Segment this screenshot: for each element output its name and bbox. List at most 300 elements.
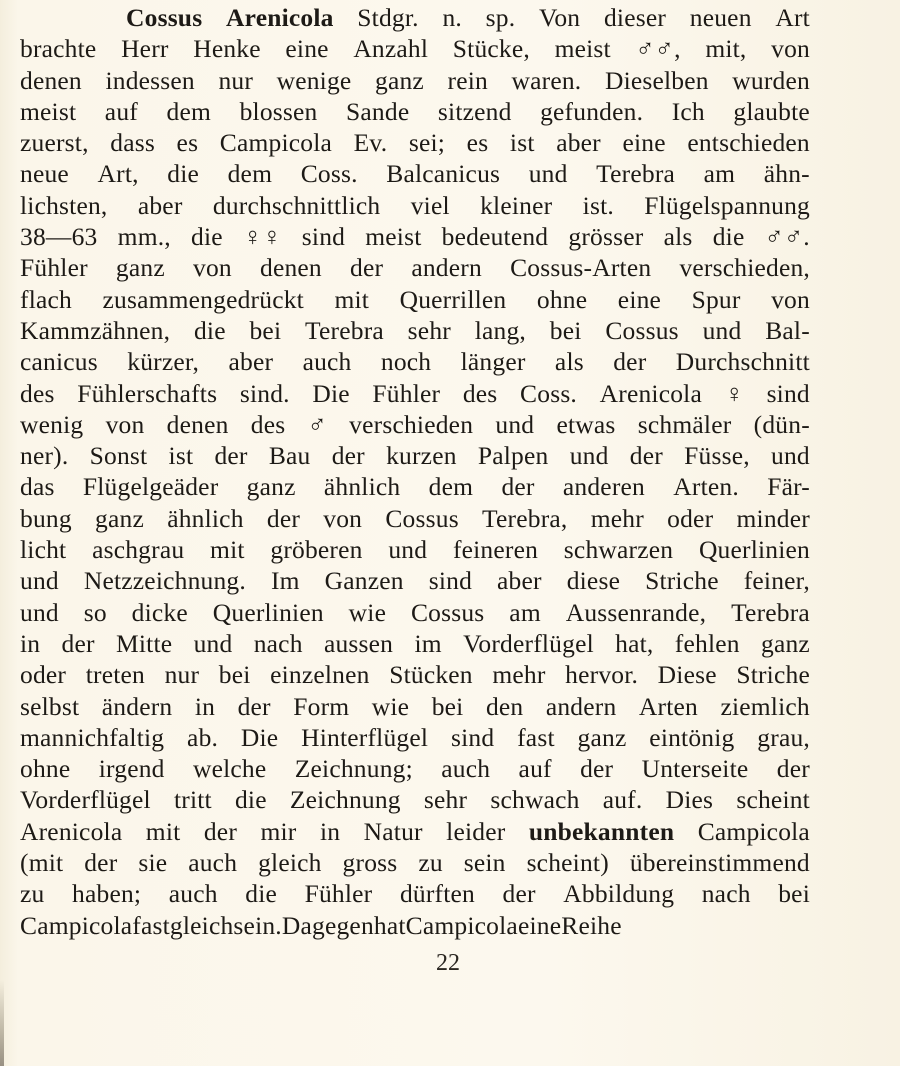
text-line (20, 597, 810, 628)
word: blossen (239, 96, 318, 126)
word: sind. (239, 378, 290, 408)
word: mir (260, 816, 297, 846)
word: lang, (474, 315, 527, 345)
word: etwas (556, 409, 616, 439)
word: dieser (603, 3, 667, 32)
word: irgend (98, 754, 165, 784)
word: brachte (20, 34, 97, 64)
word: der (613, 347, 647, 377)
word: bei (549, 315, 582, 345)
text-line (20, 440, 810, 471)
word: aber (137, 190, 183, 220)
word: tritt (173, 785, 212, 815)
word: Reihe (561, 910, 622, 940)
word: Fühler (304, 879, 373, 909)
word: ist (168, 441, 194, 471)
word: auf. (602, 785, 643, 815)
word: der (61, 628, 95, 658)
word: Aussenrande, (565, 597, 707, 627)
text-line (20, 628, 810, 659)
word: auf (518, 754, 552, 784)
word: Art (775, 3, 810, 32)
word: oder (667, 503, 714, 533)
word: ähnlich (323, 472, 401, 502)
word: Stücken (389, 660, 473, 690)
text-line (20, 503, 810, 534)
word: bei (218, 660, 251, 690)
word: dass (110, 128, 155, 158)
word: schwach (490, 785, 580, 815)
word: auch (188, 848, 238, 878)
word: in (20, 628, 41, 658)
body-text (20, 2, 810, 941)
word: ohne (20, 754, 71, 784)
word: die (193, 315, 226, 345)
word: Durchschnitt (675, 347, 810, 377)
word: ganz (246, 472, 296, 502)
word: Unterseite (641, 754, 749, 784)
word: Netzzeichnung. (83, 566, 246, 596)
word: (dün- (753, 409, 810, 439)
word: eine (617, 284, 662, 314)
word: dem (227, 159, 273, 189)
word: mannichfaltig (20, 722, 165, 752)
word: anderen (562, 472, 645, 502)
text-line (20, 284, 810, 315)
word: kürzer, (127, 347, 200, 377)
word: andern (411, 253, 482, 283)
word: hat (373, 910, 406, 940)
word: ganz (115, 253, 165, 283)
word: Die (240, 722, 279, 752)
word: oder (20, 660, 67, 690)
word: aber (556, 128, 601, 158)
word: scheint) (526, 848, 609, 878)
word: feiner, (743, 566, 810, 596)
word: zusammengedrückt (102, 284, 304, 314)
word: auch (441, 754, 491, 784)
word: Cossus (385, 503, 459, 533)
word: rein (447, 65, 488, 95)
word: Art, (97, 159, 139, 189)
word: Campicola (219, 128, 333, 158)
text-line (20, 65, 810, 96)
word: Diese (657, 660, 717, 690)
word: neue (20, 159, 69, 189)
word: Fühler (372, 378, 441, 408)
text-line (20, 409, 810, 440)
word: auch (168, 879, 218, 909)
word: und (528, 159, 568, 189)
word: es (176, 128, 199, 158)
word: viel (410, 190, 450, 220)
word: bedeutend (441, 222, 549, 252)
word: ganz (577, 722, 627, 752)
word: aussen (323, 628, 394, 658)
word: der (629, 441, 663, 471)
word: lichsten, (20, 190, 108, 220)
word: grau, (757, 722, 810, 752)
word: übereinstimmend (629, 848, 810, 878)
word: Campicola (20, 910, 133, 940)
word: auf (104, 96, 138, 126)
word: indessen (105, 65, 195, 95)
word: ist. (582, 190, 614, 220)
word: ♀♀ (242, 222, 282, 252)
word: mit (145, 816, 181, 846)
word: ähnlich (167, 503, 244, 533)
word: des (462, 378, 498, 408)
word: Vorderflügel (20, 785, 151, 815)
word: die (234, 785, 267, 815)
word: sitzend (437, 96, 512, 126)
word: der (331, 441, 365, 471)
word: Balcanicus (386, 159, 501, 189)
word: fehlen (674, 628, 740, 658)
word: ganz (761, 628, 810, 658)
word: Sande (346, 96, 410, 126)
word: Cossus (126, 3, 203, 32)
word: als (663, 222, 693, 252)
word: dicke (131, 597, 188, 627)
word: denen (20, 65, 82, 95)
word: eintönig (649, 722, 735, 752)
word: glaubte (733, 96, 810, 126)
text-line (20, 816, 810, 847)
word: Dagegen (281, 910, 374, 940)
word: aber (228, 347, 274, 377)
word: schwarzen (563, 535, 674, 565)
word: eine (285, 34, 329, 64)
text-line (20, 910, 810, 941)
word: schmäler (637, 409, 732, 439)
word: Ich (671, 96, 705, 126)
word: der (776, 754, 810, 784)
word: Arten. (673, 472, 739, 502)
word: in (319, 816, 341, 846)
word: die (191, 222, 223, 252)
word: Arenicola (20, 816, 123, 846)
word: Terebra (305, 315, 384, 345)
word: von (193, 253, 232, 283)
word: gefunden. (540, 96, 644, 126)
word: wie (371, 691, 410, 721)
word: nach (253, 628, 303, 658)
word: meist (365, 222, 422, 252)
word: entschieden (687, 128, 810, 158)
text-line (20, 315, 810, 346)
word: sein (463, 848, 506, 878)
word: Cossus-Arten (510, 253, 652, 283)
word: scheint (736, 785, 810, 815)
word: wie (348, 597, 387, 627)
word: Terebra, (482, 503, 568, 533)
word: leider (446, 816, 506, 846)
word: eine (517, 910, 562, 940)
word: einzelnen (270, 660, 370, 690)
word: ganz (375, 65, 424, 95)
word: Form (293, 691, 350, 721)
word: ♂♂, (635, 34, 681, 64)
word: Stdgr. (357, 3, 419, 32)
word: ganz (95, 503, 144, 533)
word: ändern (101, 691, 173, 721)
word: Ganzen (324, 566, 404, 596)
text-line (20, 534, 810, 565)
word: Cossus (410, 597, 485, 627)
word: Vorderflügel (463, 628, 594, 658)
word: sp. (485, 3, 516, 32)
word: und (495, 409, 535, 439)
word: ♂♂. (764, 222, 810, 252)
word: durchschnittlich (212, 190, 381, 220)
word: von (771, 284, 810, 314)
word: Stücke, (452, 34, 530, 64)
word: mehr (590, 503, 644, 533)
word: länger (460, 347, 526, 377)
word: ohne (536, 284, 588, 314)
word: der (502, 879, 536, 909)
word: gross (342, 848, 398, 878)
word: nach (701, 879, 751, 909)
word: unbekannten (528, 816, 675, 846)
word: Fär- (767, 472, 810, 502)
word: wenige (276, 65, 352, 95)
word: noch (380, 347, 432, 377)
word: hervor. (565, 660, 639, 690)
word: meist (20, 96, 77, 126)
word: zu (418, 848, 443, 878)
word: diese (566, 566, 621, 596)
word: Palpen (477, 441, 549, 471)
text-line (20, 2, 810, 33)
word: die (245, 879, 278, 909)
word: ist (509, 128, 535, 158)
word: dürften (399, 879, 475, 909)
word: 38—63 (20, 222, 98, 252)
word: als (554, 347, 584, 377)
word: der (501, 472, 535, 502)
word: Arten (638, 691, 698, 721)
word: ziemlich (720, 691, 810, 721)
word: dem (428, 472, 474, 502)
word: Striche (736, 660, 810, 690)
word: bei (249, 315, 282, 345)
word: am (509, 597, 541, 627)
word: Terebra (596, 159, 676, 189)
word: sind (766, 378, 810, 408)
word: aber (497, 566, 542, 596)
word: welche (192, 754, 267, 784)
word: sei; (408, 128, 446, 158)
word: flach (20, 284, 72, 314)
word: (mit (20, 848, 64, 878)
word: andern (545, 691, 617, 721)
word: Campicola (697, 816, 810, 846)
word: sein. (233, 910, 282, 940)
word: es (466, 128, 489, 158)
word: Flügelgeäder (82, 472, 219, 502)
word: die (712, 222, 745, 252)
word: Fühler (20, 253, 88, 283)
word: Bau (268, 441, 311, 471)
word: Arenicola (226, 3, 334, 32)
word: selbst (20, 691, 80, 721)
word: und (771, 441, 810, 471)
word: Die (312, 378, 350, 408)
word: mit, (705, 34, 747, 64)
word: von (323, 503, 363, 533)
page-number: 22 (436, 950, 460, 976)
word: Fühlerschafts (77, 378, 218, 408)
word: aschgrau (92, 535, 185, 565)
word: die (167, 159, 200, 189)
word: wurden (732, 65, 810, 95)
word: neuen (689, 3, 752, 32)
word: auch (302, 347, 352, 377)
word: Im (270, 566, 300, 596)
word: Natur (363, 816, 423, 846)
word: Dieselben (604, 65, 709, 95)
word: Kammzähnen, (20, 315, 171, 345)
word: bei (778, 879, 810, 909)
word: den (485, 691, 524, 721)
word: und (20, 597, 59, 627)
word: Arenicola (599, 378, 702, 408)
word: von (771, 34, 810, 64)
word: minder (736, 503, 810, 533)
word: das (20, 472, 55, 502)
word: Bal- (765, 315, 810, 345)
text-line (20, 784, 810, 815)
word: Terebra (731, 597, 810, 627)
word: feineren (452, 535, 539, 565)
word: n. (442, 3, 462, 32)
text-line (20, 753, 810, 784)
text-line (20, 878, 810, 909)
word: der (203, 816, 238, 846)
text-line (20, 471, 810, 502)
word: ner). (20, 441, 69, 471)
word: Mitte (116, 628, 173, 658)
word: der (580, 754, 614, 784)
text-line (20, 847, 810, 878)
word: eine (622, 128, 666, 158)
word: denen (166, 409, 229, 439)
word: kleiner (480, 190, 553, 220)
word: Campicola (405, 910, 518, 940)
word: der (84, 848, 118, 878)
word: Henke (193, 34, 261, 64)
word: fast (132, 910, 170, 940)
text-line (20, 722, 810, 753)
word: sind (450, 722, 495, 752)
word: gröberen (270, 535, 363, 565)
word: canicus (20, 347, 98, 377)
word: hat, (615, 628, 654, 658)
word: bei (431, 691, 464, 721)
text-line (20, 127, 810, 158)
text-line (20, 659, 810, 690)
word: gleich (169, 910, 234, 940)
word: gleich (258, 848, 322, 878)
word: Zeichnung (289, 785, 401, 815)
text-line (20, 158, 810, 189)
word: Querrillen (399, 284, 507, 314)
word: sehr (407, 315, 451, 345)
text-line (20, 96, 810, 127)
word: Querlinien (212, 597, 324, 627)
word: mehr (492, 660, 546, 690)
word: wenig (20, 409, 84, 439)
word: im (414, 628, 442, 658)
word: verschieden (349, 409, 474, 439)
word: zuerst, (20, 128, 89, 158)
word: meist (554, 34, 611, 64)
word: der (266, 503, 301, 533)
word: und (702, 315, 742, 345)
word: Herr (121, 34, 169, 64)
word: verschieden, (679, 253, 810, 283)
word: zu (20, 879, 45, 909)
word: waren. (511, 65, 582, 95)
word: sind (428, 566, 473, 596)
text-line (20, 378, 810, 409)
page-edge-shadow (0, 980, 4, 1066)
word: und (20, 566, 59, 596)
word: mit (334, 284, 370, 314)
word: mm., (117, 222, 171, 252)
word: Flügelspannung (644, 190, 810, 220)
word: licht (20, 535, 67, 565)
word: dem (166, 96, 212, 126)
word: ♂ (307, 409, 327, 439)
word: Abbildung (563, 879, 675, 909)
word: Ev. (353, 128, 388, 158)
word: von (105, 409, 145, 439)
word: in (194, 691, 216, 721)
word: sie (138, 848, 168, 878)
word: mit (210, 535, 245, 565)
word: nur (164, 660, 200, 690)
word: des (20, 378, 55, 408)
word: und (193, 628, 233, 658)
word: Striche (645, 566, 719, 596)
word: fast (517, 722, 555, 752)
word: Coss. (520, 378, 578, 408)
text-line (20, 190, 810, 221)
word: kurzen (386, 441, 457, 471)
word: Von (539, 3, 581, 32)
word: Cossus (605, 315, 679, 345)
text-line (20, 691, 810, 722)
word: nur (218, 65, 254, 95)
word: am (703, 159, 736, 189)
word: sehr (423, 785, 468, 815)
word: Spur (691, 284, 741, 314)
word: grösser (568, 222, 644, 252)
word: so (83, 597, 107, 627)
word: sind (301, 222, 346, 252)
word: Zeichnung; (294, 754, 413, 784)
word: Anzahl (353, 34, 429, 64)
word: Dies (665, 785, 714, 815)
word: ♀ (724, 378, 744, 408)
word: und (388, 535, 428, 565)
word: und (569, 441, 609, 471)
word: der (214, 441, 248, 471)
word: ähn- (763, 159, 810, 189)
